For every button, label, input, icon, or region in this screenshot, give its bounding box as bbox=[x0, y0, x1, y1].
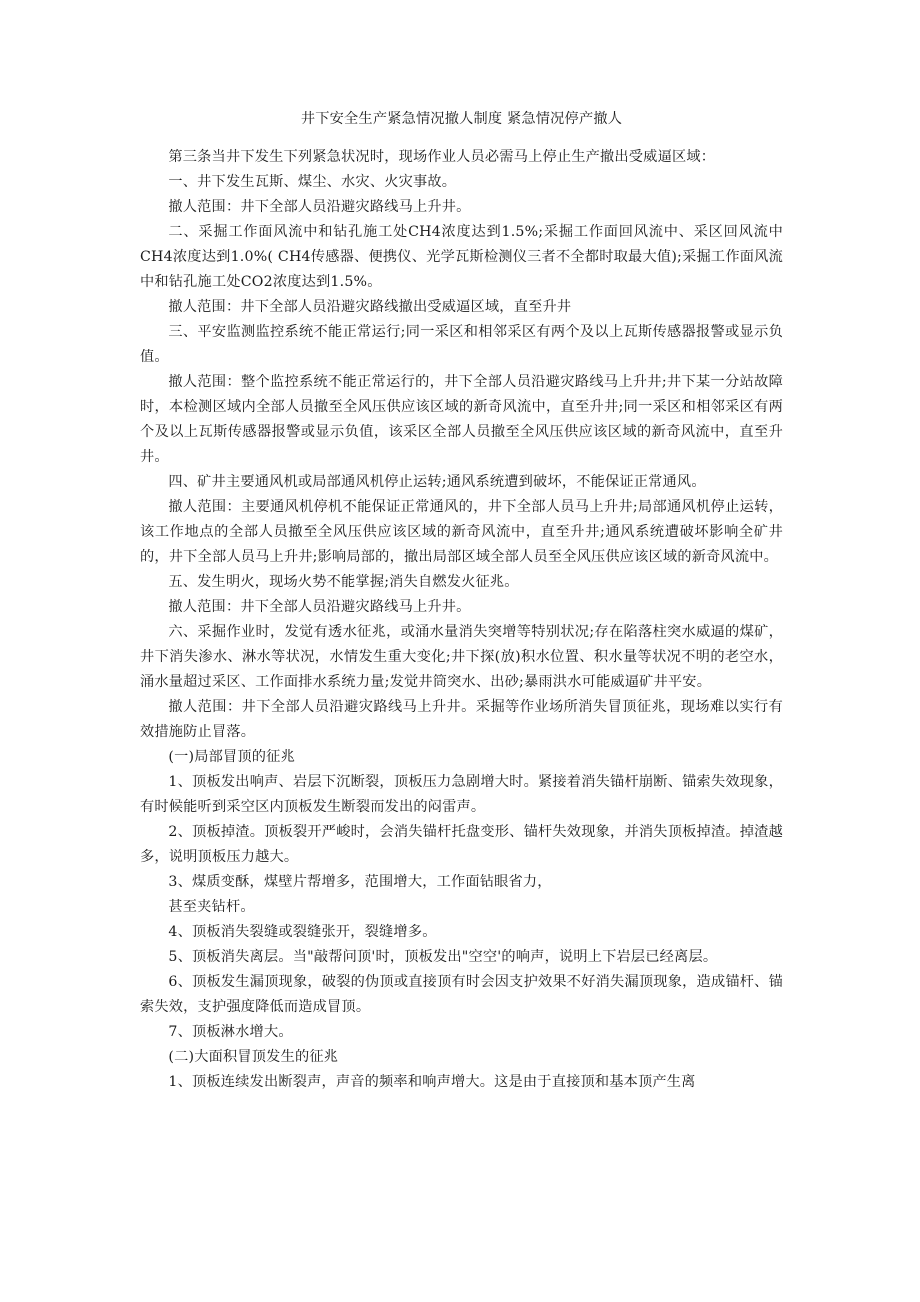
document-page bbox=[140, 108, 783, 1095]
paragraph-sign-2: 2、顶板掉渣。顶板裂开严峻时，会消失锚杆托盘变形、锚杆失效现象，并消失顶板掉渣。掉渣越多，说明顶板压力越大。 bbox=[140, 824, 783, 865]
paragraph-sign-6: 6、顶板发生漏顶现象，破裂的伪顶或直接顶有时会因支护效果不好消失漏顶现象，造成锚杆、锚索失效，支护强度降低而造成冒顶。 bbox=[140, 974, 783, 1015]
paragraph-sign-1: 1、顶板发出响声、岩层下沉断裂，顶板压力急剧增大时。紧接着消失锚杆崩断、锚索失效现象，有时候能听到采空区内顶板发生断裂而发出的闷雷声。 bbox=[140, 774, 783, 815]
paragraph-item-6: 六、采掘作业时，发觉有透水征兆，或涌水量消失突增等特别状况;存在陷落柱突水威逼的煤矿，井下消失渗水、淋水等状况，水情发生重大变化;井下探(放)积水位置、积水量等状况不明的老空水，涌水量超过采区、工作面排水系统力量;发觉井筒突水、出砂;暴雨洪水可能威逼矿井平安。 bbox=[140, 624, 783, 690]
paragraph-scope-1: 撤人范围：井下全部人员沿避灾路线马上升井。 bbox=[168, 199, 471, 215]
document-title: 井下安全生产紧急情况撤人制度 紧急情况停产撤人 bbox=[300, 111, 623, 127]
paragraph-sign-7: 7、顶板淋水增大。 bbox=[168, 1024, 293, 1040]
paragraph-item-1: 一、井下发生瓦斯、煤尘、水灾、火灾事故。 bbox=[168, 174, 457, 190]
paragraph-heading-local-roof-fall: (一)局部冒顶的征兆 bbox=[168, 749, 295, 765]
paragraph-scope-6: 撤人范围：井下全部人员沿避灾路线马上升井。采掘等作业场所消失冒顶征兆，现场难以实行有效措施防止冒落。 bbox=[140, 699, 783, 740]
paragraph-article-3: 第三条当井下发生下列紧急状况时，现场作业人员必需马上停止生产撤出受威逼区域： bbox=[168, 149, 716, 165]
paragraph-scope-4: 撤人范围：主要通风机停机不能保证正常通风的，井下全部人员马上升井;局部通风机停止运转，该工作地点的全部人员撤至全风压供应该区域的新奇风流中，直至升井;通风系统遭破坏影响全矿井的，井下全部人员马上升井;影响局部的，撤出局部区域全部人员至全风压供应该区域的新奇风流中。 bbox=[140, 499, 783, 565]
paragraph-item-4: 四、矿井主要通风机或局部通风机停止运转;通风系统遭到破坏，不能保证正常通风。 bbox=[168, 474, 706, 490]
paragraph-sign-3: 3、煤质变酥，煤壁片帮增多，范围增大，工作面钻眼省力， bbox=[168, 874, 552, 890]
paragraph-scope-3: 撤人范围：整个监控系统不能正常运行的，井下全部人员沿避灾路线马上升井;井下某一分站故障时，本检测区域内全部人员撤至全风压供应该区域的新奇风流中，直至升井;同一采区和相邻采区有两个及以上瓦斯传感器报警或显示负值，该采区全部人员撤至全风压供应该区域的新奇风流中，直至升井。 bbox=[140, 374, 783, 465]
paragraph-scope-2: 撤人范围：井下全部人员沿避灾路线撤出受威逼区域，直至升井 bbox=[168, 299, 572, 315]
paragraph-heading-large-roof-fall: (二)大面积冒顶发生的征兆 bbox=[168, 1049, 339, 1065]
paragraph-item-2: 二、采掘工作面风流中和钻孔施工处CH4浓度达到1.5%;采掘工作面回风流中、采区回风流中CH4浓度达到1.0%( CH4传感器、便携仪、光学瓦斯检测仪三者不全都时取最大值);采掘工作面风流中和钻孔施工处CO2浓度达到1.5%。 bbox=[140, 224, 783, 290]
paragraph-large-sign-1: 1、顶板连续发出断裂声，声音的频率和响声增大。这是由于直接顶和基本顶产生离 bbox=[168, 1074, 696, 1090]
paragraph-sign-3-continued: 甚至夹钻杆。 bbox=[168, 899, 255, 915]
paragraph-item-3: 三、平安监测监控系统不能正常运行;同一采区和相邻采区有两个及以上瓦斯传感器报警或显示负值。 bbox=[140, 324, 783, 365]
paragraph-sign-4: 4、顶板消失裂缝或裂缝张开，裂缝增多。 bbox=[168, 924, 437, 940]
paragraph-scope-5: 撤人范围：井下全部人员沿避灾路线马上升井。 bbox=[168, 599, 471, 615]
paragraph-sign-5: 5、顶板消失离层。当"敲帮问顶'时，顶板发出"空空'的响声，说明上下岩层已经离层。 bbox=[168, 949, 718, 965]
paragraph-item-5: 五、发生明火，现场火势不能掌握;消失自燃发火征兆。 bbox=[168, 574, 519, 590]
